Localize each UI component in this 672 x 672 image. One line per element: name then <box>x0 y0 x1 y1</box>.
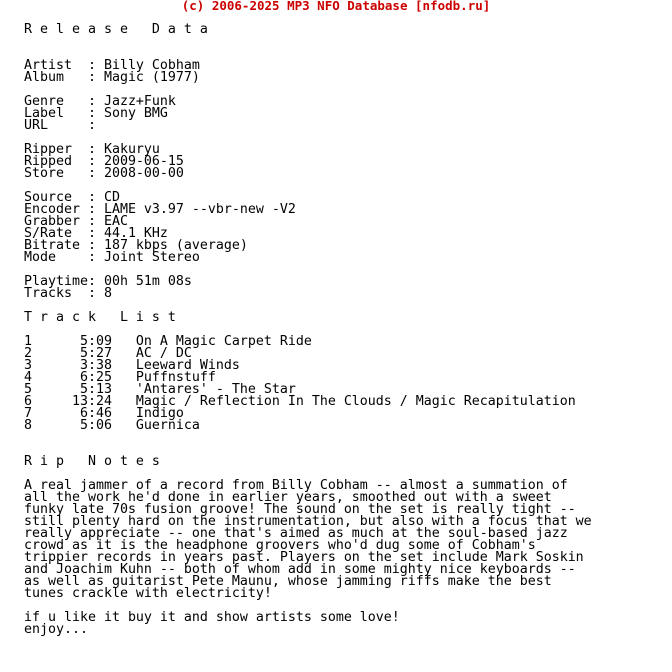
nfo-line: trippier records in years past. Players on the set include Mark Soskin <box>24 550 584 565</box>
nfo-line: 4 6:25 Puffnstuff <box>24 370 216 385</box>
nfo-line: 8 5:06 Guernica <box>24 418 200 433</box>
nfo-line: S/Rate : 44.1 KHz <box>24 226 168 241</box>
nfo-line: if u like it buy it and show artists some love! <box>24 610 400 625</box>
nfo-line: really appreciate -- one that's aimed as much at the soul-based jazz <box>24 526 568 541</box>
nfo-line: A real jammer of a record from Billy Cobham -- almost a summation of <box>24 478 568 493</box>
nfo-line: Tracks : 8 <box>24 286 112 301</box>
nfo-line: 2 5:27 AC / DC <box>24 346 192 361</box>
nfo-line <box>24 36 592 48</box>
nfo-line: Bitrate : 187 kbps (average) <box>24 238 248 253</box>
nfo-line: Encoder : LAME v3.97 --vbr-new -V2 <box>24 202 296 217</box>
nfo-line: Ripped : 2009-06-15 <box>24 154 184 169</box>
nfo-line: Playtime: 00h 51m 08s <box>24 274 192 289</box>
nfo-line <box>24 432 592 444</box>
nfo-line: 7 6:46 Indigo <box>24 406 184 421</box>
nfo-line: still plenty hard on the instrumentation, but also with a focus that we <box>24 514 592 529</box>
nfo-line: Store : 2008-00-00 <box>24 166 184 181</box>
nfo-line: Mode : Joint Stereo <box>24 250 200 265</box>
nfo-line: crowd as it is the headphone groovers who'd dug some of Cobham's <box>24 538 536 553</box>
nfo-line: Grabber : EAC <box>24 214 128 229</box>
nfo-line: tunes crackle with electricity! <box>24 586 272 601</box>
nfo-line: Artist : Billy Cobham <box>24 58 200 73</box>
nfo-line: Album : Magic (1977) <box>24 70 200 85</box>
nfo-line: enjoy... <box>24 622 88 637</box>
nfo-line: T r a c k L i s t <box>24 310 176 325</box>
nfo-line: 5 5:13 'Antares' - The Star <box>24 382 296 397</box>
nfo-line: R i p N o t e s <box>24 454 160 469</box>
nfo-line: as well as guitarist Pete Maunu, whose jamming riffs make the best <box>24 574 552 589</box>
nfo-line: Source : CD <box>24 190 120 205</box>
site-header: (c) 2006-2025 MP3 NFO Database [nfodb.ru] <box>181 0 491 13</box>
nfo-line: Label : Sony BMG <box>24 106 168 121</box>
nfo-line: funky late 70s fusion groove! The sound on the set is really tight -- <box>24 502 576 517</box>
nfo-text <box>24 24 592 636</box>
nfo-line: 1 5:09 On A Magic Carpet Ride <box>24 334 312 349</box>
nfo-line: R e l e a s e D a t a <box>24 22 208 37</box>
nfo-line: Ripper : Kakuryu <box>24 142 160 157</box>
nfo-line: 6 13:24 Magic / Reflection In The Clouds / Magic Recapitulation <box>24 394 576 409</box>
nfo-line: and Joachim Kuhn -- both of whom add in some mighty nice keyboards -- <box>24 562 576 577</box>
nfo-line: URL : <box>24 118 96 133</box>
nfo-line: Genre : Jazz+Funk <box>24 94 176 109</box>
nfo-line: all the work he'd done in earlier years, smoothed out with a sweet <box>24 490 552 505</box>
nfo-line: 3 3:38 Leeward Winds <box>24 358 240 373</box>
